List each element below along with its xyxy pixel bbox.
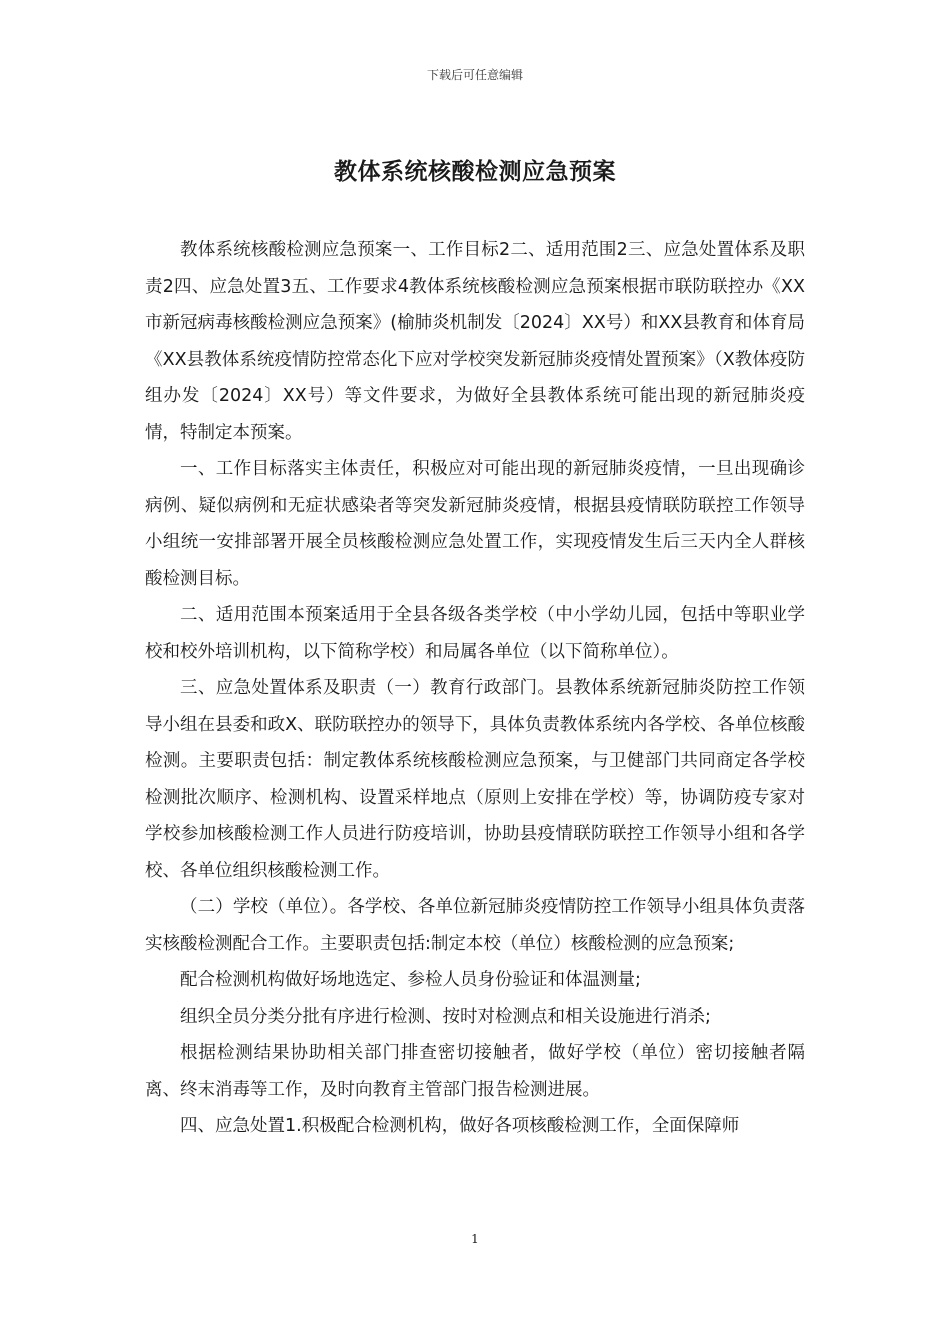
paragraph-scope: 二、适用范围本预案适用于全县各级各类学校（中小学幼儿园，包括中等职业学校和校外培训机构，以下简称学校）和局属各单位（以下简称单位）。 [145, 605, 805, 662]
page-number: 1 [471, 1232, 479, 1246]
paragraph-emergency-response: 四、应急处置1.积极配合检测机构，做好各项核酸检测工作，全面保障师 [180, 1116, 740, 1136]
paragraph-intro: 教体系统核酸检测应急预案一、工作目标2二、适用范围2三、应急处置体系及职责2四、应急处置3五、工作要求4教体系统核酸检测应急预案根据市联防联控办《XX市新冠病毒核酸检测应急预案》(榆肺炎机制发〔2024〕XX号）和XX县教育和体育局《XX县教体系统疫情防控常态化下应对学校突发新冠肺炎疫情处置预案》（X教体疫防组办发〔2024〕XX号）等文件要求，为做好全县教体系统可能出现的新冠肺炎疫情，特制定本预案。 [145, 240, 805, 443]
paragraph-cooperate: 配合检测机构做好场地选定、参检人员身份验证和体温测量; [180, 970, 641, 990]
paragraph-school-duties: （二）学校（单位）。各学校、各单位新冠肺炎疫情防控工作领导小组具体负责落实核酸检测配合工作。主要职责包括:制定本校（单位）核酸检测的应急预案; [145, 897, 805, 954]
paragraph-work-goal: 一、工作目标落实主体责任，积极应对可能出现的新冠肺炎疫情，一旦出现确诊病例、疑似病例和无症状感染者等突发新冠肺炎疫情，根据县疫情联防联控工作领导小组统一安排部署开展全员核酸检测应急处置工作，实现疫情发生后三天内全人群核酸检测目标。 [145, 459, 805, 589]
header-note: 下载后可任意编辑 [426, 68, 523, 82]
paragraph-system-duties: 三、应急处置体系及职责（一）教育行政部门。县教体系统新冠肺炎防控工作领导小组在县委和政X、联防联控办的领导下，具体负责教体系统内各学校、各单位核酸检测。主要职责包括：制定教体系统核酸检测应急预案，与卫健部门共同商定各学校检测批次顺序、检测机构、设置采样地点（原则上安排在学校）等，协调防疫专家对学校参加核酸检测工作人员进行防疫培训，协助县疫情联防联控工作领导小组和各学校、各单位组织核酸检测工作。 [145, 678, 805, 881]
paragraph-organize: 组织全员分类分批有序进行检测、按时对检测点和相关设施进行消杀; [180, 1006, 711, 1027]
document-title: 教体系统核酸检测应急预案 [334, 159, 616, 185]
paragraph-contact-tracing: 根据检测结果协助相关部门排查密切接触者，做好学校（单位）密切接触者隔离、终末消毒等工作，及时向教育主管部门报告检测进展。 [145, 1043, 805, 1100]
document-body [145, 232, 805, 1145]
